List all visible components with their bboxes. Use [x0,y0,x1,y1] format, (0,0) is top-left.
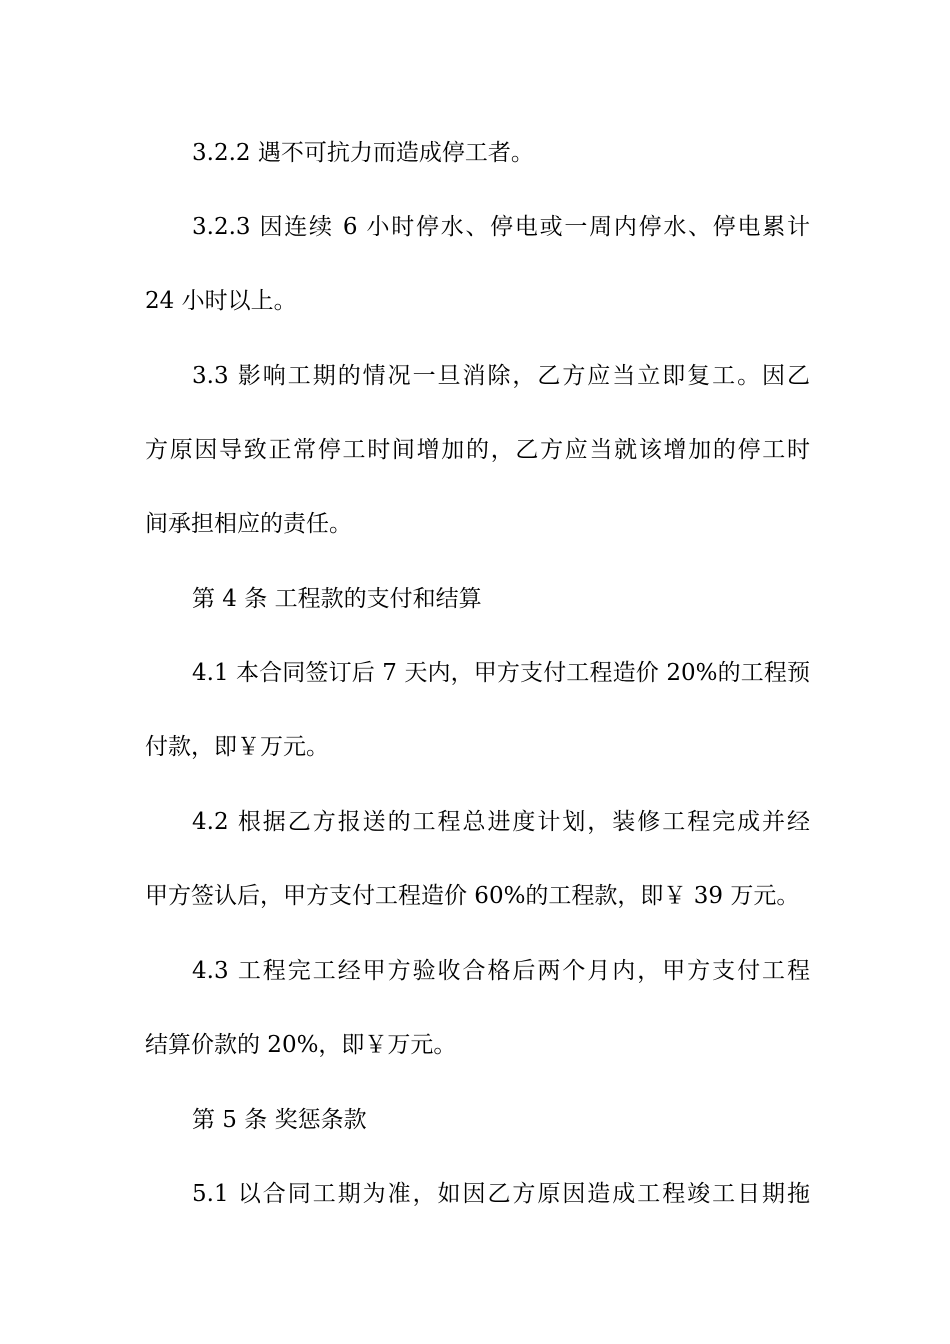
clause-3-3-line-3: 间承担相应的责任。 [145,511,352,537]
clause-4-1-line-1: 4.1 本合同签订后 7 天内，甲方支付工程造价 20%的工程预 [192,660,810,686]
clause-5-1-line-1: 5.1 以合同工期为准，如因乙方原因造成工程竣工日期拖 [192,1181,810,1207]
clause-4-2-line-2: 甲方签认后，甲方支付工程造价 60%的工程款，即￥ 39 万元。 [145,883,800,909]
clause-3-2-2: 3.2.2 遇不可抗力而造成停工者。 [192,140,534,166]
clause-3-2-3-line-1: 3.2.3 因连续 6 小时停水、停电或一周内停水、停电累计 [192,214,810,240]
article-5-heading: 第 5 条 奖惩条款 [192,1107,367,1133]
clause-3-3-line-1: 3.3 影响工期的情况一旦消除，乙方应当立即复工。因乙 [192,363,810,389]
clause-4-3-line-1: 4.3 工程完工经甲方验收合格后两个月内，甲方支付工程 [192,958,810,984]
article-4-heading: 第 4 条 工程款的支付和结算 [192,586,482,612]
clause-4-3-line-2: 结算价款的 20%，即￥万元。 [145,1032,457,1058]
clause-4-2-line-1: 4.2 根据乙方报送的工程总进度计划，装修工程完成并经 [192,809,810,835]
clause-4-1-line-2: 付款，即￥万元。 [145,734,329,760]
clause-3-3-line-2: 方原因导致正常停工时间增加的，乙方应当就该增加的停工时 [145,437,810,463]
clause-3-2-3-line-2: 24 小时以上。 [145,288,297,314]
